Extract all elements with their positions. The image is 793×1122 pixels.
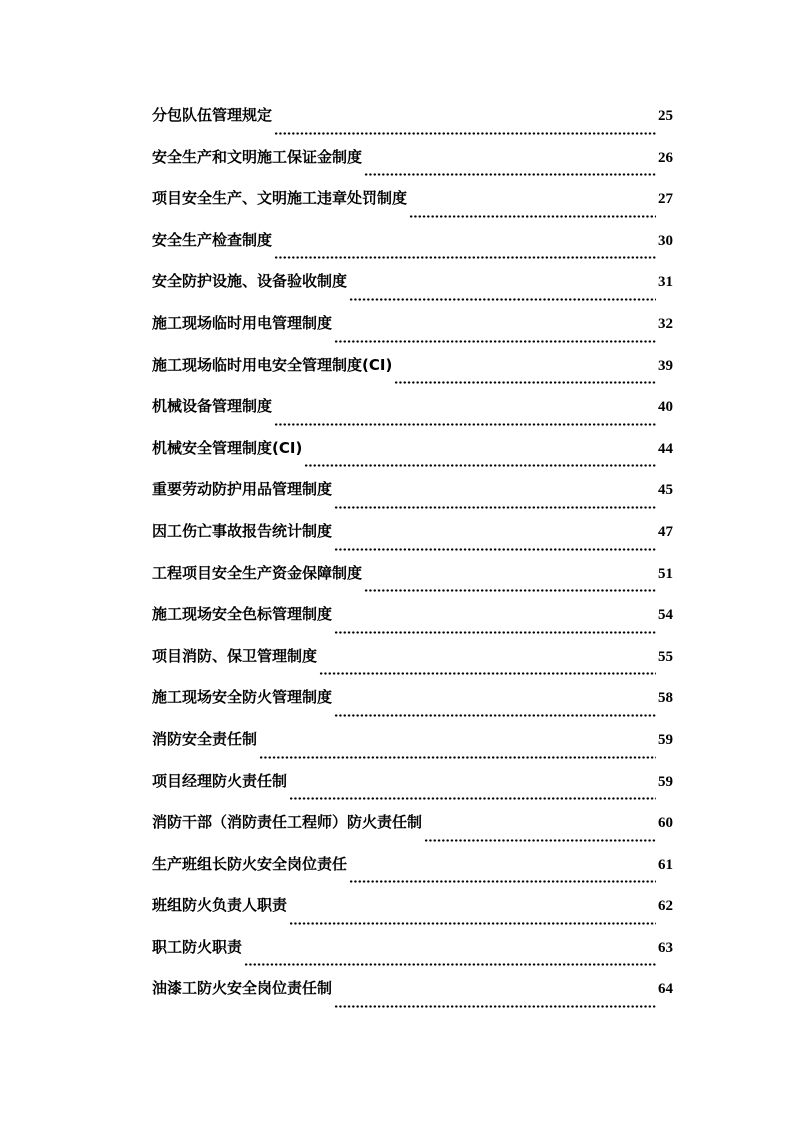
toc-dot-leader	[349, 865, 656, 883]
toc-entry[interactable]	[152, 104, 673, 146]
toc-entry[interactable]	[152, 146, 673, 188]
toc-entry-title: 消防安全责任制	[152, 729, 258, 748]
toc-entry-title: 班组防火负责人职责	[152, 896, 288, 915]
toc-entry-page-number: 26	[658, 149, 673, 166]
toc-entry-title: 项目安全生产、文明施工违章处罚制度	[152, 189, 408, 208]
toc-entry-page-number: 62	[658, 898, 673, 915]
toc-entry-page-number: 60	[658, 815, 673, 832]
toc-dot-leader	[364, 158, 656, 176]
toc-entry-page-number: 59	[658, 731, 673, 748]
toc-entry-page-number: 54	[658, 607, 673, 624]
toc-entry-title: 生产班组长防火安全岗位责任	[152, 854, 348, 873]
toc-entry-page-number: 27	[658, 191, 673, 208]
toc-entry-title: 分包队伍管理规定	[152, 106, 273, 124]
toc-entry-page-number: 40	[658, 399, 673, 416]
toc-entry[interactable]	[152, 853, 673, 895]
toc-entry-page-number: 51	[658, 565, 673, 582]
toc-dot-leader	[334, 533, 656, 551]
toc-entry-title: 安全生产和文明施工保证金制度	[152, 147, 363, 166]
toc-entry-page-number: 59	[658, 773, 673, 790]
toc-entry[interactable]	[152, 603, 673, 645]
toc-dot-leader	[334, 699, 656, 717]
toc-entry-title: 重要劳动防护用品管理制度	[152, 480, 333, 499]
toc-entry-page-number: 32	[658, 315, 673, 332]
toc-entry-title: 项目经理防火责任制	[152, 771, 288, 790]
toc-dot-leader	[364, 574, 656, 592]
toc-entry[interactable]	[152, 520, 673, 562]
toc-entry[interactable]	[152, 645, 673, 687]
toc-entry-page-number: 44	[658, 440, 673, 457]
toc-dot-leader	[274, 408, 656, 426]
toc-dot-leader	[334, 325, 656, 343]
toc-entry-title: 因工伤亡事故报告统计制度	[152, 521, 333, 540]
toc-entry-title: 职工防火职责	[152, 937, 243, 956]
toc-entry[interactable]	[152, 562, 673, 604]
toc-entry-page-number: 64	[658, 981, 673, 998]
toc-dot-leader	[289, 907, 656, 925]
toc-entry-page-number: 30	[658, 232, 673, 249]
toc-entry[interactable]	[152, 936, 673, 978]
toc-entry[interactable]	[152, 229, 673, 271]
toc-dot-leader	[334, 491, 656, 509]
toc-dot-leader	[289, 782, 656, 800]
toc-entry[interactable]	[152, 478, 673, 520]
toc-dot-leader	[349, 283, 656, 301]
toc-entry[interactable]	[152, 770, 673, 812]
toc-entry-page-number: 45	[658, 482, 673, 499]
toc-dot-leader	[409, 200, 656, 218]
table-of-contents	[152, 104, 673, 1019]
toc-entry[interactable]	[152, 187, 673, 229]
toc-entry-page-number: 63	[658, 939, 673, 956]
toc-entry-title: 施工现场安全防火管理制度	[152, 688, 333, 707]
toc-entry-page-number: 31	[658, 274, 673, 291]
toc-entry-title: 机械安全管理制度(CI)	[152, 438, 303, 457]
toc-dot-leader	[244, 948, 656, 966]
toc-dot-leader	[304, 449, 656, 467]
toc-entry[interactable]	[152, 312, 673, 354]
toc-entry-page-number: 25	[658, 108, 673, 124]
toc-entry-title: 安全生产检查制度	[152, 230, 273, 249]
toc-entry-page-number: 39	[658, 357, 673, 374]
toc-dot-leader	[274, 117, 656, 135]
toc-dot-leader	[334, 616, 656, 634]
toc-entry-title: 机械设备管理制度	[152, 397, 273, 416]
toc-entry[interactable]	[152, 437, 673, 479]
toc-entry-title: 施工现场临时用电安全管理制度(CI)	[152, 355, 393, 374]
toc-entry-page-number: 55	[658, 648, 673, 665]
toc-dot-leader	[259, 741, 656, 759]
toc-dot-leader	[319, 657, 656, 675]
toc-entry-title: 消防干部（消防责任工程师）防火责任制	[152, 813, 423, 832]
toc-dot-leader	[424, 824, 656, 842]
toc-entry[interactable]	[152, 894, 673, 936]
toc-entry-title: 项目消防、保卫管理制度	[152, 646, 318, 665]
toc-entry[interactable]	[152, 686, 673, 728]
toc-entry-title: 安全防护设施、设备验收制度	[152, 272, 348, 291]
toc-entry-title: 施工现场临时用电管理制度	[152, 313, 333, 332]
toc-entry[interactable]	[152, 270, 673, 312]
toc-dot-leader	[274, 241, 656, 259]
toc-dot-leader	[334, 990, 656, 1008]
toc-entry-page-number: 58	[658, 690, 673, 707]
toc-entry-title: 工程项目安全生产资金保障制度	[152, 563, 363, 582]
toc-entry-page-number: 47	[658, 523, 673, 540]
toc-entry-title: 施工现场安全色标管理制度	[152, 605, 333, 624]
toc-entry[interactable]	[152, 977, 673, 1019]
toc-entry[interactable]	[152, 728, 673, 770]
toc-entry[interactable]	[152, 354, 673, 396]
toc-entry[interactable]	[152, 811, 673, 853]
toc-entry-page-number: 61	[658, 856, 673, 873]
toc-dot-leader	[394, 366, 656, 384]
toc-entry-title: 油漆工防火安全岗位责任制	[152, 979, 333, 998]
toc-entry[interactable]	[152, 395, 673, 437]
